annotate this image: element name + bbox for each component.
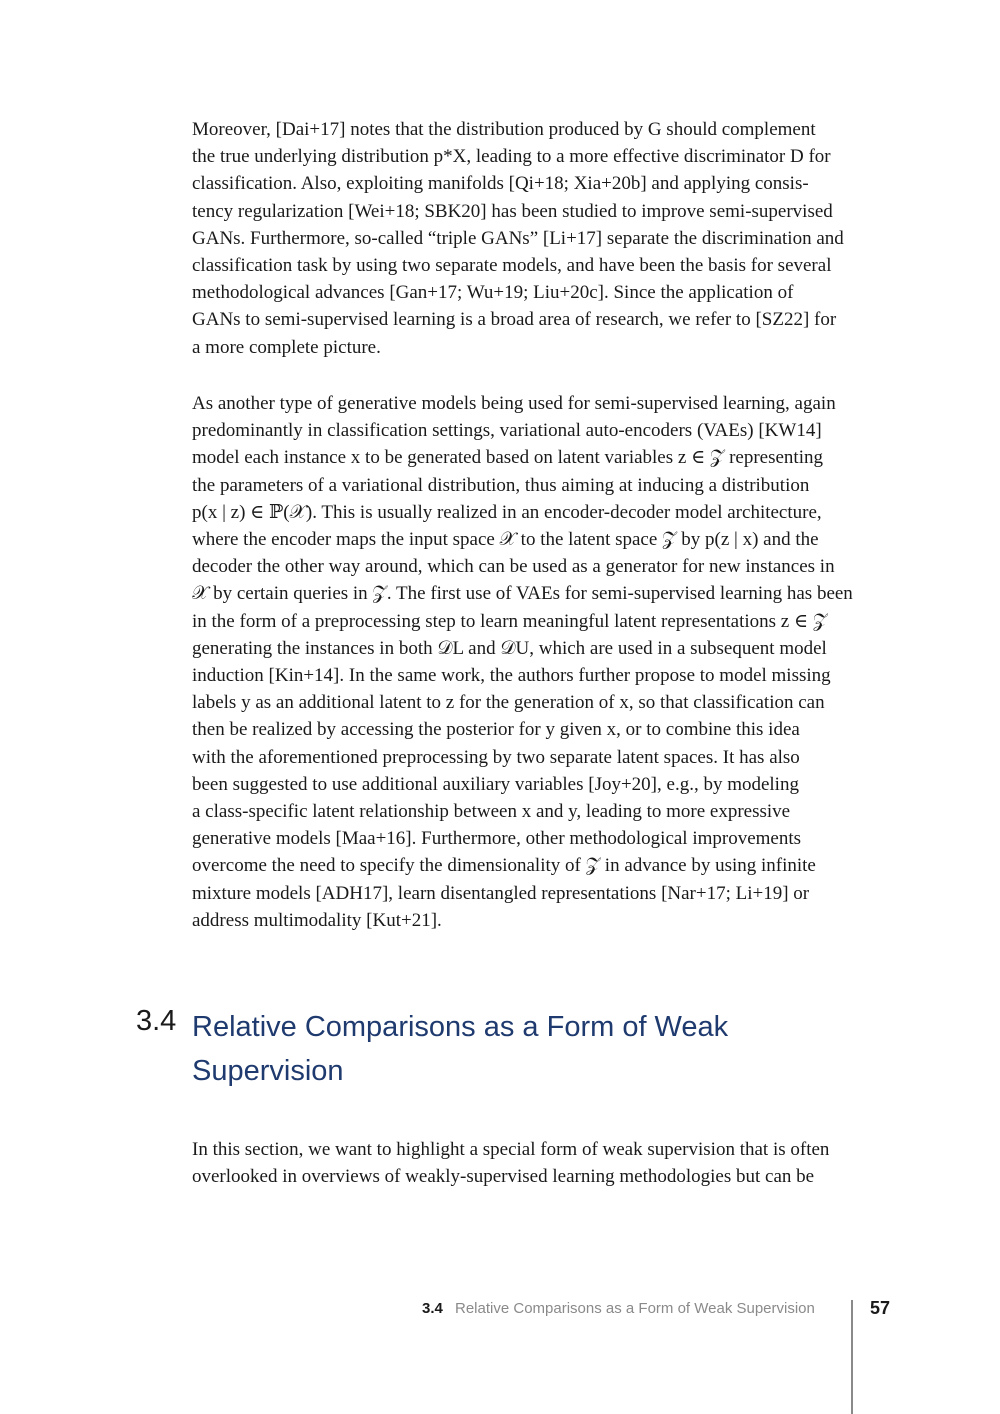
text-line: generative models [Maa+16]. Furthermore, other methodological improvements xyxy=(192,828,802,850)
text-line: in the form of a preprocessing step to learn meaningful latent representations z ∈ 𝒵 xyxy=(192,610,828,632)
text-line: GANs to semi-supervised learning is a broad area of research, we refer to [SZ22] for xyxy=(192,309,837,331)
text-line: generating the instances in both 𝒟L and 𝒟U, which are used in a subsequent model xyxy=(192,637,827,659)
text-line: the true underlying distribution p*X, leading to a more effective discriminator D for xyxy=(192,146,831,168)
text-line: model each instance x to be generated based on latent variables z ∈ 𝒵 representing xyxy=(192,447,823,469)
text-line: the parameters of a variational distribution, thus aiming at inducing a distribution xyxy=(192,474,810,496)
text-line: overcome the need to specify the dimensionality of 𝒵 in advance by using infinite xyxy=(192,855,816,877)
footer-section-title: Relative Comparisons as a Form of Weak Supervision xyxy=(455,1300,815,1317)
section-number: 3.4 xyxy=(136,1005,177,1037)
footer-divider xyxy=(851,1300,853,1414)
page-number: 57 xyxy=(870,1298,891,1318)
text-line: In this section, we want to highlight a special form of weak supervision that is often xyxy=(192,1139,830,1160)
text-line: a more complete picture. xyxy=(192,336,381,358)
text-line: Moreover, [Dai+17] notes that the distribution produced by G should complement xyxy=(192,119,816,140)
text-line: decoder the other way around, which can be used as a generator for new instances in xyxy=(192,556,835,578)
body-paragraph-gans xyxy=(192,116,853,361)
text-line: tency regularization [Wei+18; SBK20] has been studied to improve semi-supervised xyxy=(192,200,833,222)
body-paragraph-intro xyxy=(192,1136,853,1190)
text-line: address multimodality [Kut+21]. xyxy=(192,909,442,931)
text-line: methodological advances [Gan+17; Wu+19; Liu+20c]. Since the application of xyxy=(192,282,794,304)
text-line: then be realized by accessing the posterior for y given x, or to combine this idea xyxy=(192,719,800,741)
footer-section-number: 3.4 xyxy=(422,1300,443,1317)
text-line: As another type of generative models being used for semi-supervised learning, again xyxy=(192,393,836,414)
text-line: overlooked in overviews of weakly-supervised learning methodologies but can be xyxy=(192,1166,815,1188)
text-line: classification. Also, exploiting manifolds [Qi+18; Xia+20b] and applying consis- xyxy=(192,173,809,195)
text-line: GANs. Furthermore, so-called “triple GANs” [Li+17] separate the discrimination and xyxy=(192,227,844,249)
text-line: with the aforementioned preprocessing by two separate latent spaces. It has also xyxy=(192,746,800,768)
text-line: mixture models [ADH17], learn disentangled representations [Nar+17; Li+19] or xyxy=(192,882,810,904)
text-line: p(x | z) ∈ ℙ(𝒳). This is usually realized in an encoder-decoder model architecture, xyxy=(192,501,822,523)
section-title xyxy=(192,1005,832,1093)
text-line: where the encoder maps the input space 𝒳 to the latent space 𝒵 by p(z | x) and the xyxy=(192,529,819,551)
text-line: predominantly in classification settings, variational auto-encoders (VAEs) [KW14] xyxy=(192,420,822,442)
section-title-line: Relative Comparisons as a Form of Weak xyxy=(192,1011,729,1043)
text-line: classification task by using two separate models, and have been the basis for several xyxy=(192,255,832,277)
text-line: 𝒳 by certain queries in 𝒵. The first use of VAEs for semi-supervised learning has been xyxy=(192,583,853,605)
body-paragraph-vaes xyxy=(192,390,853,934)
text-line: a class-specific latent relationship between x and y, leading to more expressive xyxy=(192,801,791,823)
section-title-line: Supervision xyxy=(192,1055,344,1087)
text-line: labels y as an additional latent to z for the generation of x, so that classification can xyxy=(192,692,825,714)
text-line: been suggested to use additional auxiliary variables [Joy+20], e.g., by modeling xyxy=(192,773,799,795)
text-line: induction [Kin+14]. In the same work, the authors further propose to model missing xyxy=(192,665,831,687)
